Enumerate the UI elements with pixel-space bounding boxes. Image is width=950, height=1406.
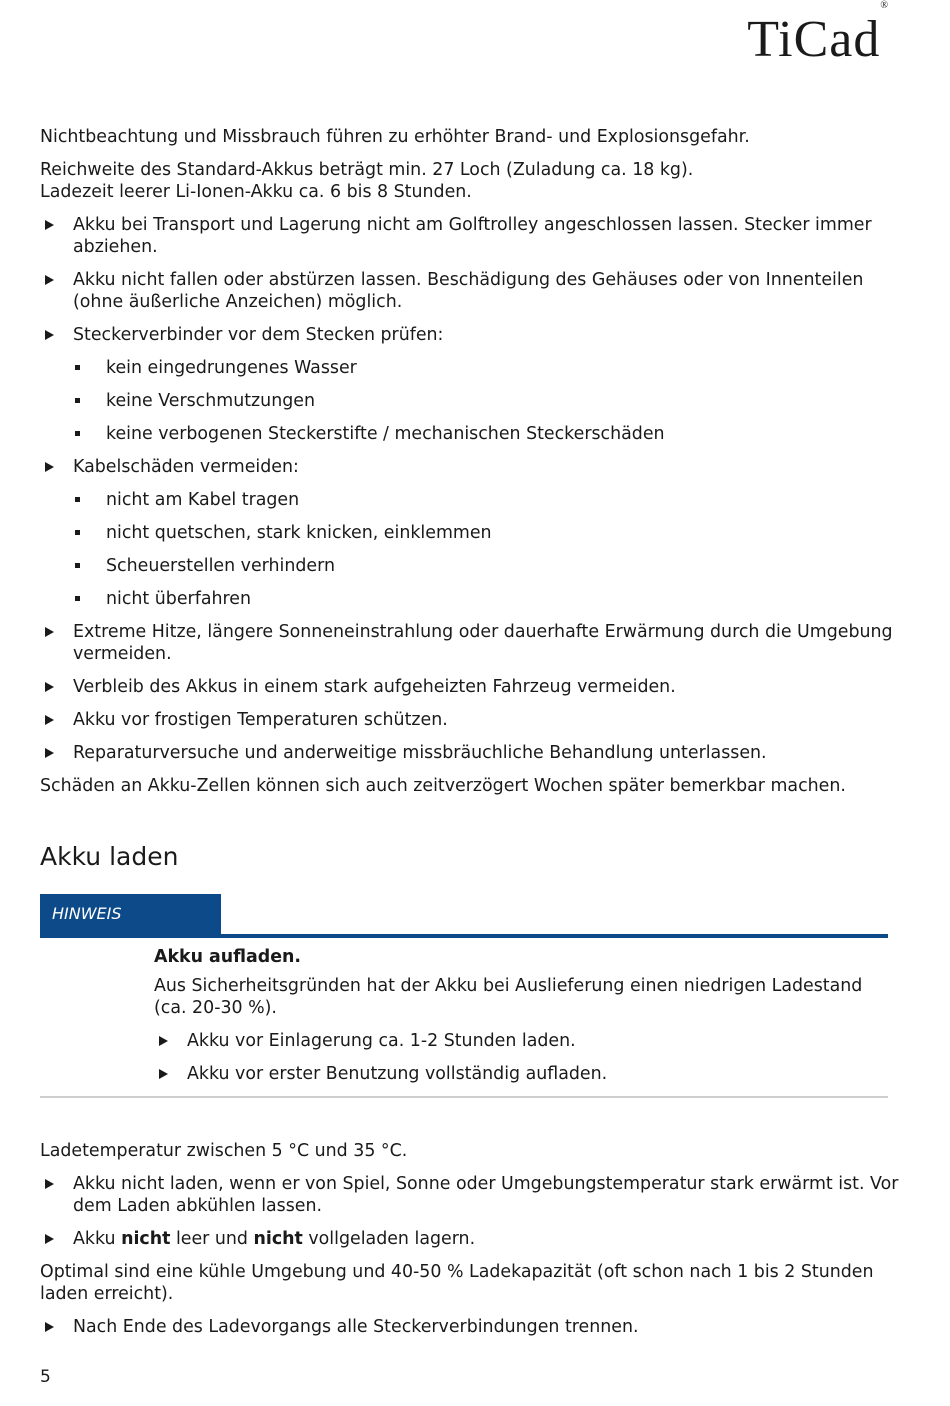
notice-list-item: Akku vor erster Benutzung vollständig aufladen. xyxy=(154,1063,888,1085)
notice-tag: HINWEIS xyxy=(40,894,221,938)
notice-title xyxy=(154,946,888,968)
paragraph: Nichtbeachtung und Missbrauch führen zu erhöhter Brand- und Explosionsgefahr. xyxy=(40,127,750,147)
list-item: Akku nicht laden, wenn er von Spiel, Sonne oder Umgebungstemperatur stark erwärmt ist. Vor dem Laden abkühlen lassen. xyxy=(40,1173,912,1217)
paragraph xyxy=(40,159,912,203)
notice-box xyxy=(40,894,888,1098)
sub-list-item: nicht überfahren xyxy=(40,588,912,610)
list-item: Steckerverbinder vor dem Stecken prüfen: xyxy=(40,324,912,346)
list-item: Verbleib des Akkus in einem stark aufgeheizten Fahrzeug vermeiden. xyxy=(40,676,912,698)
sub-list-item: keine Verschmutzungen xyxy=(40,390,912,412)
bold-text: nicht xyxy=(121,1229,171,1249)
text-run: leer und xyxy=(170,1229,254,1249)
list-item xyxy=(40,1228,912,1250)
brand-logo xyxy=(747,0,889,69)
sub-list-item: keine verbogenen Steckerstifte / mechanischen Steckerschäden xyxy=(40,423,912,445)
sub-list-item: nicht quetschen, stark knicken, einklemmen xyxy=(40,522,912,544)
intro-section xyxy=(40,126,912,808)
sub-list-item: Scheuerstellen verhindern xyxy=(40,555,912,577)
paragraph: Ladetemperatur zwischen 5 °C und 35 °C. xyxy=(40,1141,408,1161)
text-run: vollgeladen lagern. xyxy=(302,1229,476,1249)
paragraph: Optimal sind eine kühle Umgebung und 40-50 % Ladekapazität (oft schon nach 1 bis 2 Stunden laden erreicht). xyxy=(40,1262,874,1304)
list-item: Extreme Hitze, längere Sonneneinstrahlung oder dauerhafte Erwärmung durch die Umgebung vermeiden. xyxy=(40,621,912,665)
text-run: Akku xyxy=(73,1229,122,1249)
registered-mark: ® xyxy=(880,0,889,11)
notice-list-item: Akku vor Einlagerung ca. 1-2 Stunden laden. xyxy=(154,1030,888,1052)
page-number: 5 xyxy=(40,1367,51,1387)
sub-list-item: kein eingedrungenes Wasser xyxy=(40,357,912,379)
charging-section xyxy=(40,1140,912,1349)
text-line: Ladezeit leerer Li-Ionen-Akku ca. 6 bis 8 Stunden. xyxy=(40,182,472,202)
notice-header xyxy=(40,894,888,938)
notice-title-text: Akku aufladen. xyxy=(154,947,301,967)
list-item: Akku vor frostigen Temperaturen schützen. xyxy=(40,709,912,731)
notice-body xyxy=(40,938,888,1085)
list-item: Akku nicht fallen oder abstürzen lassen. Beschädigung des Gehäuses oder von Innenteilen (ohne äußerliche Anzeichen) möglich. xyxy=(40,269,912,313)
list-item: Kabelschäden vermeiden: xyxy=(40,456,912,478)
list-item: Akku bei Transport und Lagerung nicht am Golftrolley angeschlossen lassen. Stecker immer abziehen. xyxy=(40,214,912,258)
notice-text: Aus Sicherheitsgründen hat der Akku bei Auslieferung einen niedrigen Ladestand (ca. 20-30 %). xyxy=(154,976,863,1018)
logo-text: TiCad xyxy=(747,11,881,68)
section-heading: Akku laden xyxy=(40,842,179,871)
notice-bottom-rule xyxy=(40,1096,888,1098)
list-item: Nach Ende des Ladevorgangs alle Steckerverbindungen trennen. xyxy=(40,1316,912,1338)
bold-text: nicht xyxy=(253,1229,303,1249)
paragraph: Schäden an Akku-Zellen können sich auch zeitverzögert Wochen später bemerkbar machen. xyxy=(40,776,846,796)
list-item: Reparaturversuche und anderweitige missbräuchliche Behandlung unterlassen. xyxy=(40,742,912,764)
sub-list-item: nicht am Kabel tragen xyxy=(40,489,912,511)
text-line: Reichweite des Standard-Akkus beträgt min. 27 Loch (Zuladung ca. 18 kg). xyxy=(40,160,694,180)
